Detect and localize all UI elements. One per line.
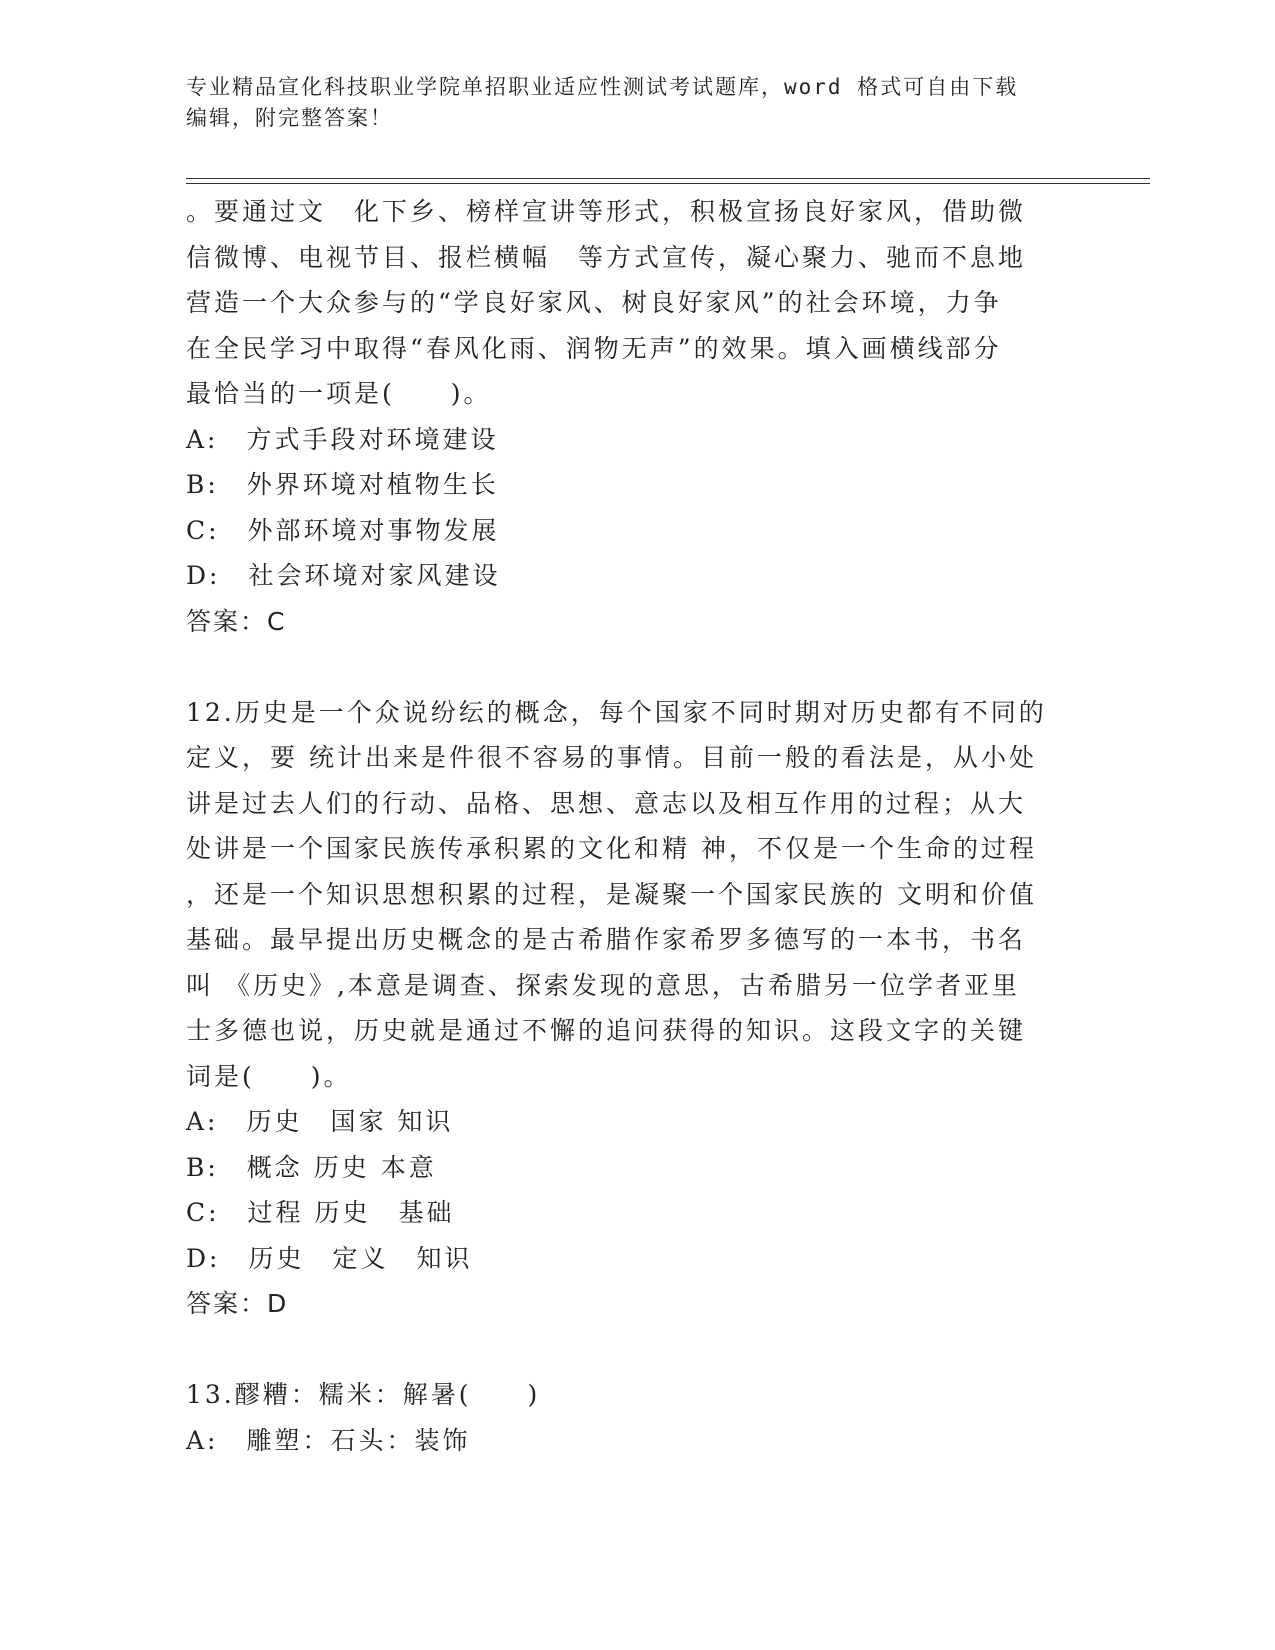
option-b: B: 外界环境对植物生长 <box>186 470 499 499</box>
answer: 答案：D <box>186 1289 289 1318</box>
option-d: D: 社会环境对家风建设 <box>186 561 501 590</box>
option-a: A: 方式手段对环境建设 <box>186 424 499 454</box>
question-content <box>186 189 1086 1463</box>
question-text-line: 12.历史是一个众说纷纭的概念，每个国家不同时期对历史都有不同的 <box>186 697 1047 727</box>
option-c: C: 过程 历史 基础 <box>186 1198 455 1227</box>
question-text-line: 营造一个大众参与的“学良好家风、树良好家风”的社会环境，力争 <box>186 288 1002 317</box>
question-text-line: 处讲是一个国家民族传承积累的文化和精 神，不仅是一个生命的过程 <box>186 834 1037 863</box>
question-text-line: 基础。最早提出历史概念的是古希腊作家希罗多德写的一本书，书名 <box>186 925 1027 954</box>
question-text-line: 定义，要 统计出来是件很不容易的事情。目前一般的看法是，从小处 <box>186 743 1037 772</box>
question-12 <box>186 690 1086 1327</box>
question-text-line: 在全民学习中取得“春风化雨、润物无声”的效果。填入画横线部分 <box>186 333 1002 363</box>
answer: 答案：C <box>186 606 287 636</box>
page-header <box>186 72 1066 134</box>
option-c: C: 外部环境对事物发展 <box>186 515 500 545</box>
question-text-line: 信微博、电视节目、报栏横幅 等方式宣传，凝心聚力、驰而不息地 <box>186 242 1027 272</box>
spacer <box>186 644 1086 690</box>
question-text-line: 13.醪糟：糯米：解暑( ) <box>186 1380 541 1409</box>
question-text-line: 。要通过文 化下乡、榜样宣讲等形式，积极宣扬良好家风，借助微 <box>186 197 1027 226</box>
question-text-line: 词是( )。 <box>186 1061 352 1091</box>
question-text-line: 士多德也说，历史就是通过不懈的追问获得的知识。这段文字的关键 <box>186 1016 1027 1045</box>
option-a: A: 雕塑：石头：装饰 <box>186 1425 471 1455</box>
header-line-1: 专业精品宣化科技职业学院单招职业适应性测试考试题库，word 格式可自由下载 <box>186 75 1019 99</box>
option-b: B: 概念 历史 本意 <box>186 1152 437 1182</box>
question-text-line: 最恰当的一项是( )。 <box>186 379 492 408</box>
question-text-line: ，还是一个知识思想积累的过程，是凝聚一个国家民族的 文明和价值 <box>186 879 1037 909</box>
question-11 <box>186 189 1086 644</box>
question-text-line: 讲是过去人们的行动、品格、思想、意志以及相互作用的过程；从大 <box>186 788 1027 818</box>
option-d: D: 历史 定义 知识 <box>186 1243 473 1273</box>
header-rule-bottom <box>186 183 1150 184</box>
question-13 <box>186 1372 1086 1463</box>
question-text-line: 叫 《历史》,本意是调查、探索发现的意思，古希腊另一位学者亚里 <box>186 970 1020 1000</box>
header-line-2: 编辑，附完整答案！ <box>186 106 393 130</box>
header-rule-top <box>186 178 1150 179</box>
option-a: A: 历史 国家 知识 <box>186 1107 454 1136</box>
spacer <box>186 1327 1086 1373</box>
